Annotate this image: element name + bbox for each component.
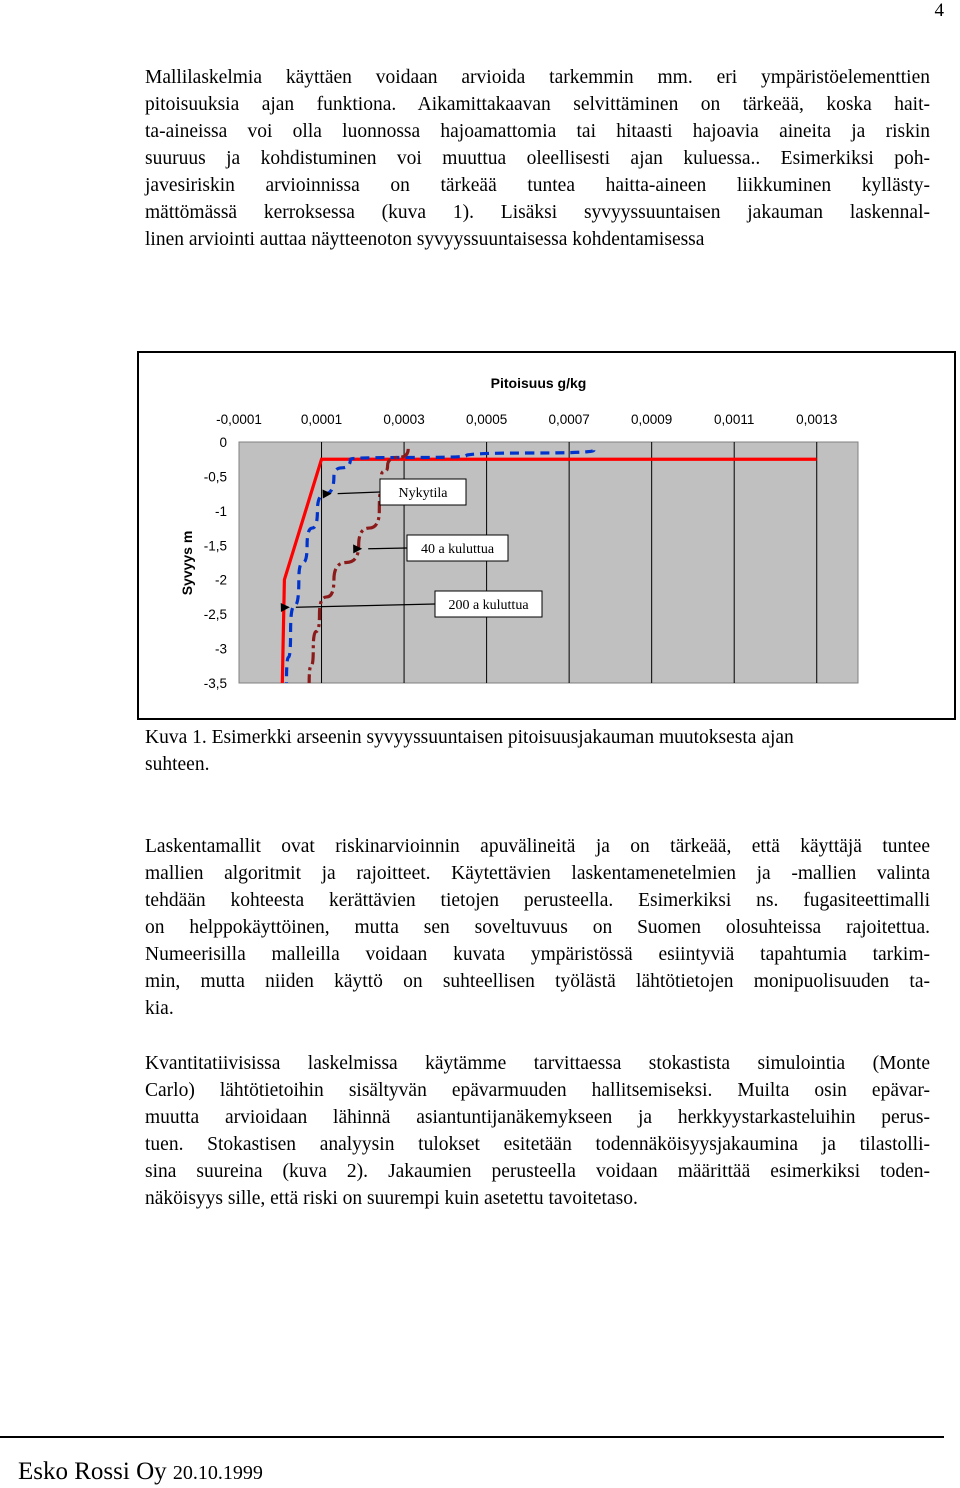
text-line: ta-aineissa voi olla luonnossa hajoamattomia tai hitaasti hajoavia aineita ja riskin — [145, 121, 930, 142]
paragraph-stochastic — [145, 1050, 930, 1212]
footer — [18, 1458, 263, 1486]
paragraph-models — [145, 833, 930, 1022]
figure-caption — [145, 724, 930, 778]
x-tick-label: 0,0009 — [631, 412, 673, 427]
footer-date: 20.10.1999 — [172, 1462, 263, 1484]
chart-title: Pitoisuus g/kg — [490, 375, 587, 391]
text-line: Numeerisilla malleilla voidaan kuvata ympäristössä esiintyviä tapahtumia tarkim- — [145, 944, 930, 965]
text-line: näköisyys sille, että riski on suurempi kuin asetettu tavoitetaso. — [145, 1188, 638, 1209]
text-line: suuruus ja kohdistuminen voi muuttua oleellisesti ajan kuluessa.. Esimerkiksi poh- — [145, 148, 930, 169]
text-line: kia. — [145, 998, 174, 1019]
y-tick-label: -3 — [214, 641, 227, 657]
x-tick-label: 0,0001 — [300, 412, 343, 427]
y-tick-label: -3,5 — [203, 676, 227, 691]
text-line: tehdään kohteesta kerättävien tietojen perusteella. Esimerkiksi ns. fugasiteettimalli — [145, 890, 930, 911]
text-line: on helppokäyttöinen, mutta sen soveltuvuus on Suomen olosuhteissa rajoitettua. — [145, 917, 930, 938]
footer-company: Esko Rossi Oy — [18, 1458, 173, 1485]
caption-line: Kuva 1. Esimerkki arseenin syvyyssuuntaisen pitoisuusjakauman muutoksesta ajan — [145, 727, 794, 748]
depth-profile-chart — [139, 353, 954, 718]
annotation-label: 40 a kuluttua — [420, 542, 495, 557]
y-tick-label: -1,5 — [203, 538, 227, 554]
annotation-arrow-line — [368, 548, 407, 549]
text-line: linen arviointi auttaa näytteenoton syvyyssuuntaisessa kohdentamisessa — [145, 229, 705, 250]
text-line: Mallilaskelmia käyttäen voidaan arvioida tarkemmin mm. eri ympäristöelementtien — [145, 67, 930, 88]
text-line: Carlo) lähtötietoihin sisältyvän epävarmuuden hallitsemiseksi. Muilta osin epävar- — [145, 1080, 930, 1101]
caption-line: suhteen. — [145, 754, 210, 775]
text-line: min, mutta niiden käyttö on suhteellisen työlästä lähtötietojen monipuolisuuden ta- — [145, 971, 930, 992]
x-tick-label: 0,0013 — [796, 412, 838, 427]
annotation-label: 200 a kuluttua — [448, 598, 529, 613]
y-tick-label: 0 — [219, 435, 227, 450]
text-line: javesiriskin arvioinnissa on tärkeää tuntea haitta-aineen liikkuminen kyllästy- — [145, 175, 930, 196]
y-tick-label: -0,5 — [203, 469, 227, 485]
x-tick-label: 0,0005 — [465, 412, 508, 427]
y-tick-label: -1 — [214, 503, 227, 519]
x-tick-label: -0,0001 — [216, 412, 262, 427]
y-axis-label: Syvyys m — [179, 530, 195, 596]
footer-divider — [0, 1436, 944, 1438]
page-number: 4 — [934, 0, 944, 21]
paragraph-intro — [145, 64, 930, 253]
text-line: Laskentamallit ovat riskinarvioinnin apuvälineitä ja on tärkeää, että käyttäjä tuntee — [145, 836, 930, 857]
text-line: pitoisuuksia ajan funktiona. Aikamittakaavan selvittäminen on tärkeää, koska hait- — [145, 94, 930, 115]
plot-area — [239, 442, 858, 683]
text-line: mallien algoritmit ja rajoitteet. Käytettävien laskentamenetelmien ja -mallien valinta — [145, 863, 930, 884]
y-tick-label: -2,5 — [203, 607, 227, 623]
figure-chart — [137, 351, 956, 720]
text-line: tuen. Stokastisen analyysin tulokset esitetään todennäköisyysjakaumina ja tilastolli- — [145, 1134, 930, 1155]
x-tick-label: 0,0007 — [548, 412, 590, 427]
text-line: Kvantitatiivisissa laskelmissa käytämme tarvittaessa stokastista simulointia (Monte — [145, 1053, 930, 1074]
text-line: sina suureina (kuva 2). Jakaumien perusteella voidaan määrittää esimerkiksi toden- — [145, 1161, 930, 1182]
x-tick-label: 0,0003 — [383, 412, 425, 427]
annotation-label: Nykytila — [398, 486, 448, 501]
x-tick-label: 0,0011 — [714, 412, 755, 427]
y-tick-label: -2 — [214, 572, 227, 588]
text-line: muutta arvioidaan lähinnä asiantuntijanäkemykseen ja herkkyystarkasteluihin perus- — [145, 1107, 930, 1128]
text-line: mättömässä kerroksessa (kuva 1). Lisäksi syvyyssuuntaisen jakauman laskennal- — [145, 202, 930, 223]
